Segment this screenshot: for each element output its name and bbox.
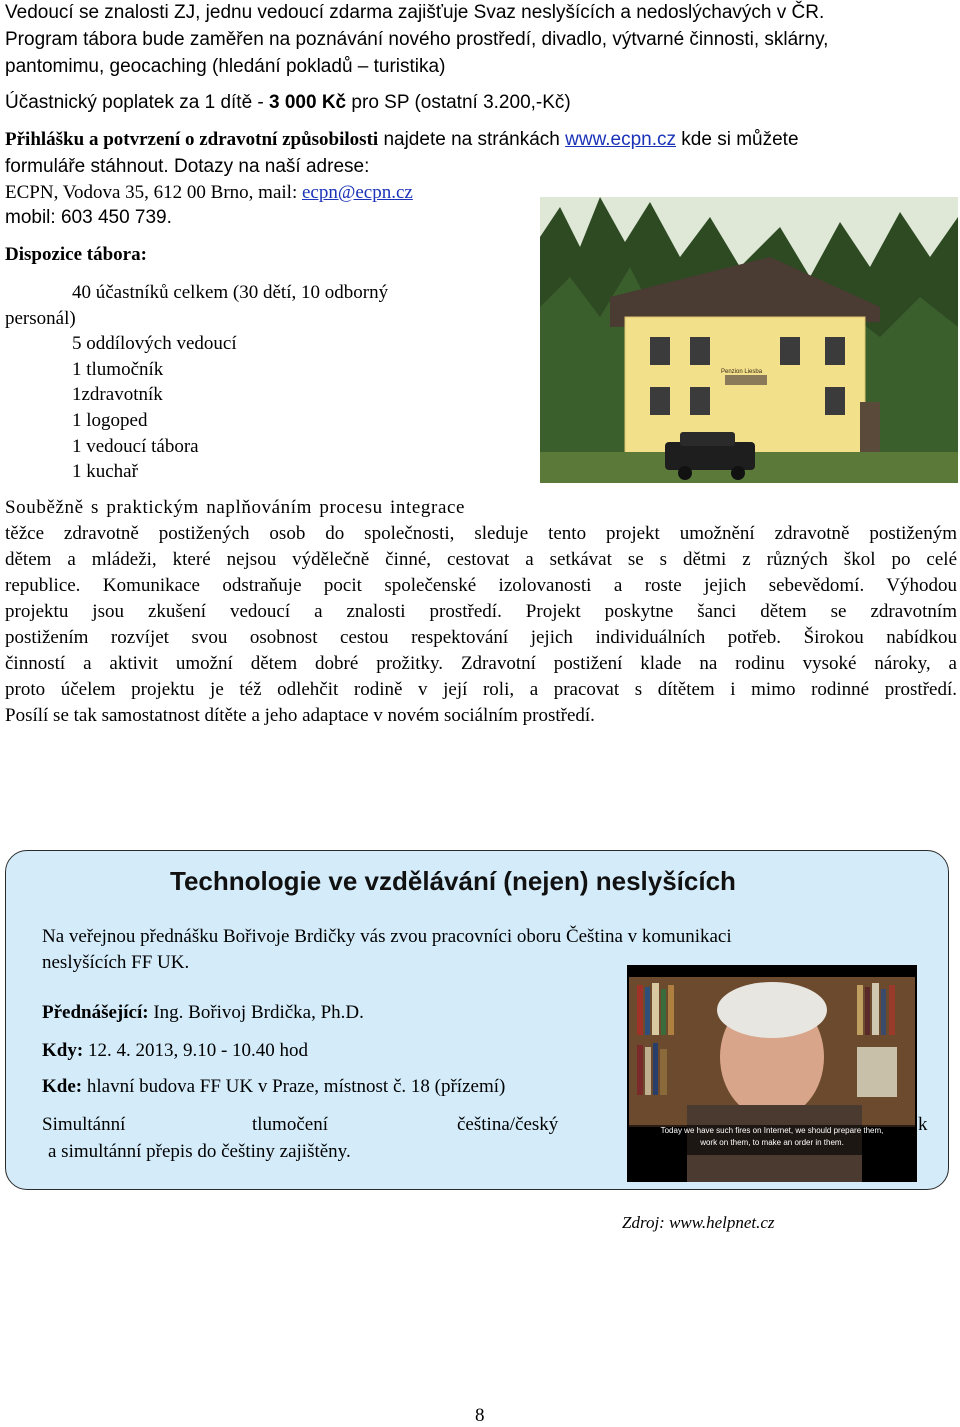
interp-word: čeština/český: [457, 1114, 559, 1135]
camp-participants-cont: personál): [5, 308, 76, 329]
where-label: Kde:: [42, 1076, 83, 1097]
camp-item: 1 vedoucí tábora: [72, 436, 199, 457]
registration-line-2: formuláře stáhnout. Dotazy na naší adrese:: [5, 156, 370, 177]
fee-line: [5, 92, 571, 114]
video-subtitle-1: Today we have such fires on Internet, we should prepare them,: [660, 1126, 884, 1135]
interp-tail: k: [918, 1114, 928, 1135]
interp-line-2: a simultánní přepis do češtiny zajištěny.: [48, 1141, 351, 1162]
registration-line: [5, 129, 799, 151]
body-line: činností a aktivit umožní dětem dobré prožitky. Zdravotní postižení klade na rodinu vysoké nároky, a: [5, 653, 957, 674]
camp-participants: 40 účastníků celkem (30 dětí, 10 odborný: [72, 282, 389, 303]
speaker-video-still: [627, 965, 917, 1182]
intro-line-3: pantomimu, geocaching (hledání pokladů – turistika): [5, 56, 446, 77]
lecture-where: [42, 1076, 505, 1098]
lecture-title: Technologie ve vzdělávání (nejen) neslyšících: [170, 866, 736, 896]
house-sign: Penzion Liesba: [721, 369, 763, 375]
fee-amount: 3 000 Kč: [269, 92, 347, 113]
video-subtitle-2: work on them, to make an order in them.: [700, 1138, 844, 1147]
camp-heading: Dispozice tábora:: [5, 244, 147, 265]
camp-item: 1zdravotník: [72, 384, 163, 405]
lecture-intro-2: neslyšících FF UK.: [42, 952, 190, 973]
body-line: postižením rozvíjet svou osobnost cestou respektování jejich individuálních potřeb. Širokou nabídkou: [5, 627, 957, 648]
registration-bold: Přihlášku a potvrzení o zdravotní způsobilosti: [5, 129, 379, 150]
body-line: dětem a mládeži, které nejsou výdělečně činné, cestovat a setkávat se s dětmi z různých škol po celé: [5, 549, 957, 570]
interp-word: tlumočení: [252, 1114, 328, 1135]
interp-word: Simultánní: [42, 1114, 126, 1135]
camp-item: 1 tlumočník: [72, 359, 164, 380]
body-line: těžce zdravotně postižených osob do společnosti, sleduje tento projekt umožnění zdravotně postiženým: [5, 523, 957, 544]
camp-item: 5 oddílových vedoucí: [72, 333, 237, 354]
image-source: Zdroj: www.helpnet.cz: [622, 1213, 775, 1232]
where-value: hlavní budova FF UK v Praze, místnost č. 18 (přízemí): [82, 1076, 506, 1097]
fee-post: pro SP (ostatní 3.200,-Kč): [346, 92, 571, 113]
camp-house-photo: [540, 197, 958, 483]
lecture-intro-1: Na veřejnou přednášku Bořivoje Brdičky vás zvou pracovníci oboru Čeština v komunikaci: [42, 926, 732, 947]
mobile-line: mobil: 603 450 739.: [5, 207, 172, 228]
fee-pre: Účastnický poplatek za 1 dítě -: [5, 92, 270, 113]
lecture-when: [42, 1040, 308, 1062]
when-value: 12. 4. 2013, 9.10 - 10.40 hod: [83, 1040, 309, 1061]
email-link[interactable]: ecpn@ecpn.cz: [301, 182, 413, 203]
speaker-label: Přednášející:: [42, 1002, 149, 1023]
body-line: proto účelem projektu je též odlehčit rodině v její roli, a pracovat s dítětem i mimo rodinné prostředí.: [5, 679, 957, 700]
registration-post: kde si můžete: [676, 129, 799, 150]
website-link[interactable]: www.ecpn.cz: [565, 129, 677, 150]
lecture-speaker: [42, 1002, 364, 1024]
page-number: 8: [475, 1405, 485, 1426]
body-line: Souběžně s praktickým naplňováním procesu integrace: [5, 497, 466, 518]
intro-line-2: Program tábora bude zaměřen na poznávání nového prostředí, divadlo, výtvarné činnosti, sklárny,: [5, 29, 829, 50]
body-line: Posílí se tak samostatnost dítěte a jeho adaptace v novém sociálním prostředí.: [5, 705, 595, 726]
camp-item: 1 logoped: [72, 410, 148, 431]
body-line: projektu jsou zkušení vedoucí a znalosti prostředí. Projekt poskytne šanci dětem se zdravotním: [5, 601, 957, 622]
registration-mid: najdete na stránkách: [378, 129, 566, 150]
speaker-name: Ing. Bořivoj Brdička, Ph.D.: [148, 1002, 364, 1023]
address-text: ECPN, Vodova 35, 612 00 Brno, mail:: [5, 182, 302, 203]
when-label: Kdy:: [42, 1040, 84, 1061]
address-line: [5, 182, 413, 204]
camp-item: 1 kuchař: [72, 461, 138, 482]
intro-line-1: Vedoucí se znalosti ZJ, jednu vedoucí zdarma zajišťuje Svaz neslyšících a nedoslýchavých v ČR.: [5, 2, 825, 23]
body-line: republice. Komunikace odstraňuje pocit společenské izolovanosti a roste jejich sebevědomí. Výhodou: [5, 575, 957, 596]
